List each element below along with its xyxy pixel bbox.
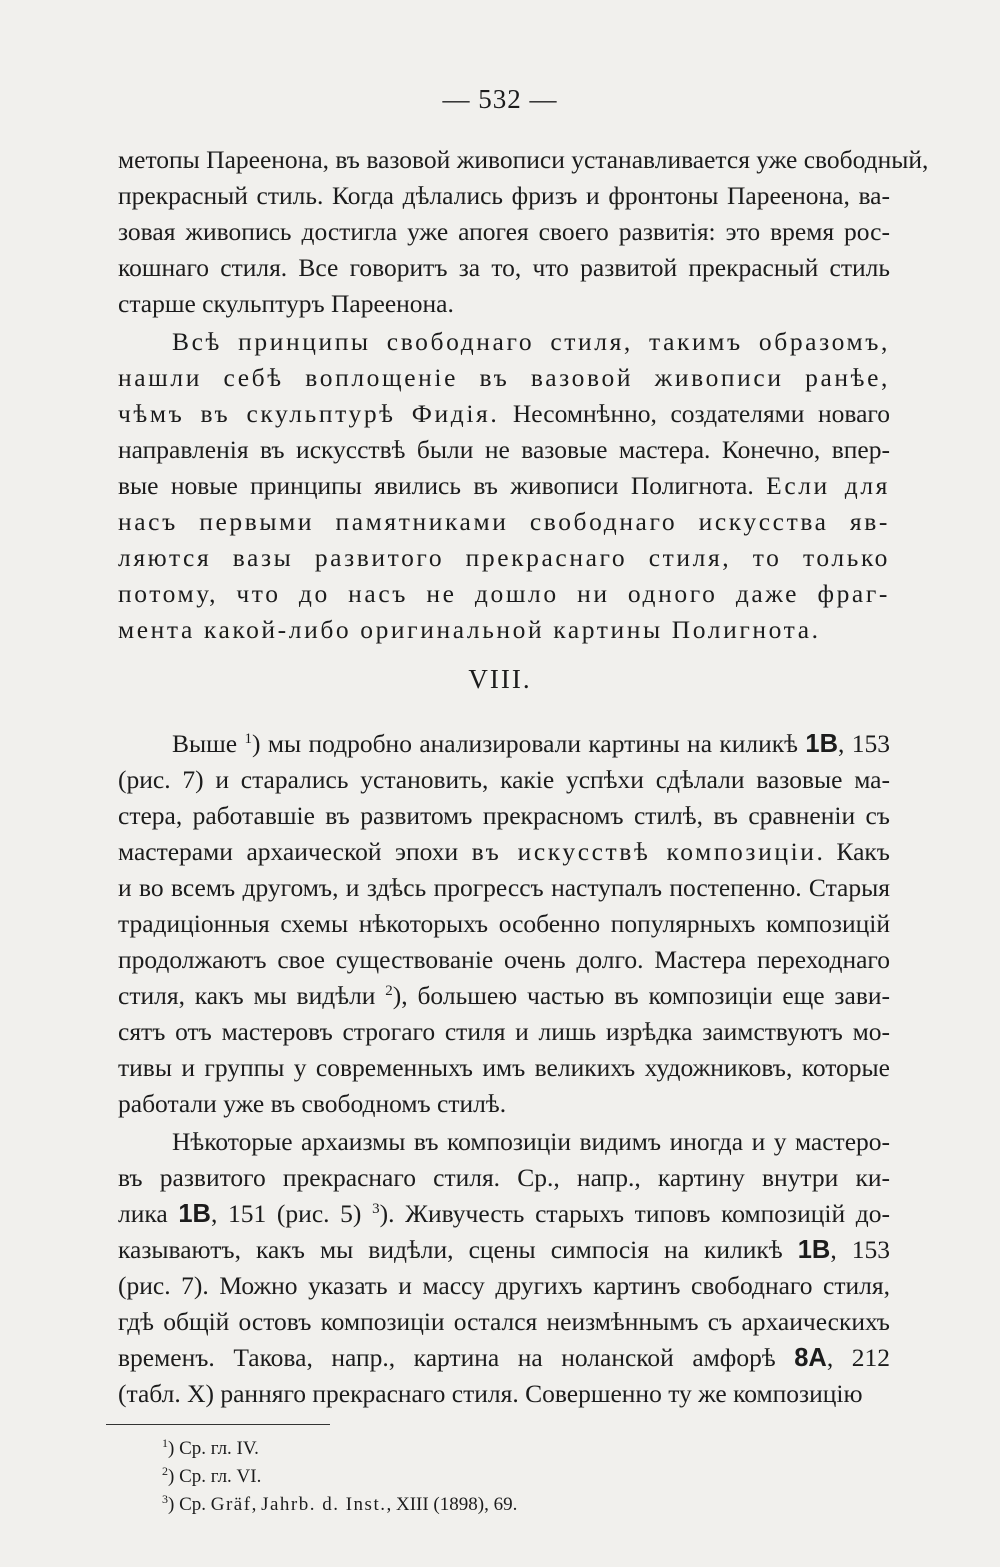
text-line-spaced: Всѣ принципы свободнаго стиля, такимъ образомъ, xyxy=(172,327,890,356)
footnote-text: ) Ср. гл. VI. xyxy=(168,1466,262,1487)
text-span: стиля, какъ мы видѣли xyxy=(118,981,386,1010)
text-line-spaced: ляются вазы развитого прекраснаго стиля, то только xyxy=(118,543,890,572)
page-number: — 532 — xyxy=(442,84,558,114)
emphasis-text: Если для xyxy=(766,471,891,500)
text-line-spaced: мента какой-либо оригинальной картины Полигнота. xyxy=(118,615,821,644)
text-line: тивы и группы у современныхъ имъ великихъ художниковъ, которые xyxy=(118,1053,890,1082)
vase-reference: 1В xyxy=(797,1236,831,1264)
text-line-spaced: насъ первыми памятниками свободнаго искусства яв- xyxy=(118,507,890,536)
text-line: метопы Пареенона, въ вазовой живописи устанавливается уже свободный, xyxy=(118,145,929,174)
text-line: гдѣ общій остовъ композиціи остался неизмѣннымъ съ архаическихъ xyxy=(118,1307,890,1336)
text-span: Несомнѣнно, создателями новаго xyxy=(512,399,890,428)
text-line xyxy=(118,1196,890,1232)
footnote-divider xyxy=(106,1424,330,1425)
footnote-mark: 1 xyxy=(162,1436,168,1450)
text-line: традиціонныя схемы нѣкоторыхъ особенно популярныхъ композицій xyxy=(118,909,890,938)
text-line: Нѣкоторые архаизмы въ композиціи видимъ иногда и у мастеро- xyxy=(172,1127,890,1156)
text-line xyxy=(172,726,890,762)
footnote-text: ) Ср. xyxy=(168,1494,211,1515)
footnote-ref[interactable]: 3 xyxy=(372,1201,380,1217)
text-span: вые новые принципы явились въ живописи Полигнота. xyxy=(118,471,754,500)
text-span: ), большею частью въ композиціи еще зави- xyxy=(392,981,890,1010)
text-line: (рис. 7) и старались установить, какіе успѣхи сдѣлали вазовые ма- xyxy=(118,765,890,794)
text-line xyxy=(118,1232,890,1268)
text-line xyxy=(118,1340,890,1376)
footnote-mark: 3 xyxy=(162,1492,168,1506)
text-line xyxy=(118,978,890,1014)
text-span: ) мы подробно анализировали картины на киликѣ xyxy=(251,729,806,758)
text-line: старше скульптуръ Пареенона. xyxy=(118,289,454,318)
text-span: временъ. Такова, напр., картина на ноланской амфорѣ xyxy=(118,1343,795,1372)
vase-reference: 1В xyxy=(805,730,839,758)
footnote-3 xyxy=(162,1492,517,1518)
text-line xyxy=(118,834,890,870)
text-span: , 212 xyxy=(826,1343,890,1372)
emphasis-text: чѣмъ въ скульптурѣ Фидія. xyxy=(118,399,500,428)
text-line: стера, работавшіе въ развитомъ прекрасномъ стилѣ, въ сравненіи съ xyxy=(118,801,890,830)
text-line: и во всемъ другомъ, и здѣсь прогрессъ наступалъ постепенно. Старыя xyxy=(118,873,890,902)
text-line: въ развитого прекраснаго стиля. Ср., напр., картину внутри ки- xyxy=(118,1163,890,1192)
text-span: . Какъ xyxy=(816,837,890,866)
text-span: лика xyxy=(118,1199,179,1228)
text-line: кошнаго стиля. Все говоритъ за то, что развитой прекрасный стиль xyxy=(118,253,890,282)
footnote-1 xyxy=(162,1436,259,1462)
footnote-text: , XIII (1898), 69. xyxy=(386,1494,518,1515)
footnote-ref[interactable]: 2 xyxy=(385,983,393,999)
text-span: ). Живучесть старыхъ типовъ композицій до- xyxy=(379,1199,890,1228)
emphasis-text: въ искусствѣ композиціи xyxy=(471,837,817,866)
vase-reference: 8А xyxy=(794,1344,827,1372)
footnote-author: Gräf xyxy=(210,1494,252,1515)
text-span: казываютъ, какъ мы видѣли, сцены симпосія на киликѣ xyxy=(118,1235,798,1264)
footnote-text: ) Ср. гл. IV. xyxy=(168,1438,259,1459)
footnote-2 xyxy=(162,1464,261,1490)
text-line: сятъ отъ мастеровъ строгаго стиля и лишь изрѣдка заимствуютъ мо- xyxy=(118,1017,890,1046)
vase-reference: 1В xyxy=(178,1200,211,1228)
text-span: Выше xyxy=(172,729,245,758)
text-span: , 151 (рис. 5) xyxy=(210,1199,373,1228)
footnote-text: , xyxy=(251,1494,262,1515)
text-span: , 153 xyxy=(830,1235,891,1264)
text-line: направленія въ искусствѣ были не вазовые мастера. Конечно, впер- xyxy=(118,435,890,464)
text-line-spaced: нашли себѣ воплощеніе въ вазовой живописи ранѣе, xyxy=(118,363,890,392)
text-line: прекрасный стиль. Когда дѣлались фризъ и фронтоны Пареенона, ва- xyxy=(118,181,890,210)
footnote-journal: Jahrb. d. Inst. xyxy=(261,1494,387,1515)
text-line: (рис. 7). Можно указать и массу другихъ картинъ свободнаго стиля, xyxy=(118,1271,890,1300)
text-line: зовая живопись достигла уже апогея своего развитія: это время рос- xyxy=(118,217,890,246)
text-line xyxy=(118,396,890,432)
footnote-ref[interactable]: 1 xyxy=(244,731,252,747)
text-span: , 153 xyxy=(838,729,891,758)
section-heading: VIII. xyxy=(468,664,532,694)
text-line xyxy=(118,468,890,504)
text-line: продолжаютъ свое существованіе очень долго. Мастера переходнаго xyxy=(118,945,890,974)
text-span: мастерами архаической эпохи xyxy=(118,837,472,866)
text-line: работали уже въ свободномъ стилѣ. xyxy=(118,1089,507,1118)
text-line-spaced: потому, что до насъ не дошло ни одного даже фраг- xyxy=(118,579,890,608)
footnote-mark: 2 xyxy=(162,1464,168,1478)
text-line: (табл. X) ранняго прекраснаго стиля. Совершенно ту же композицію xyxy=(118,1379,863,1408)
